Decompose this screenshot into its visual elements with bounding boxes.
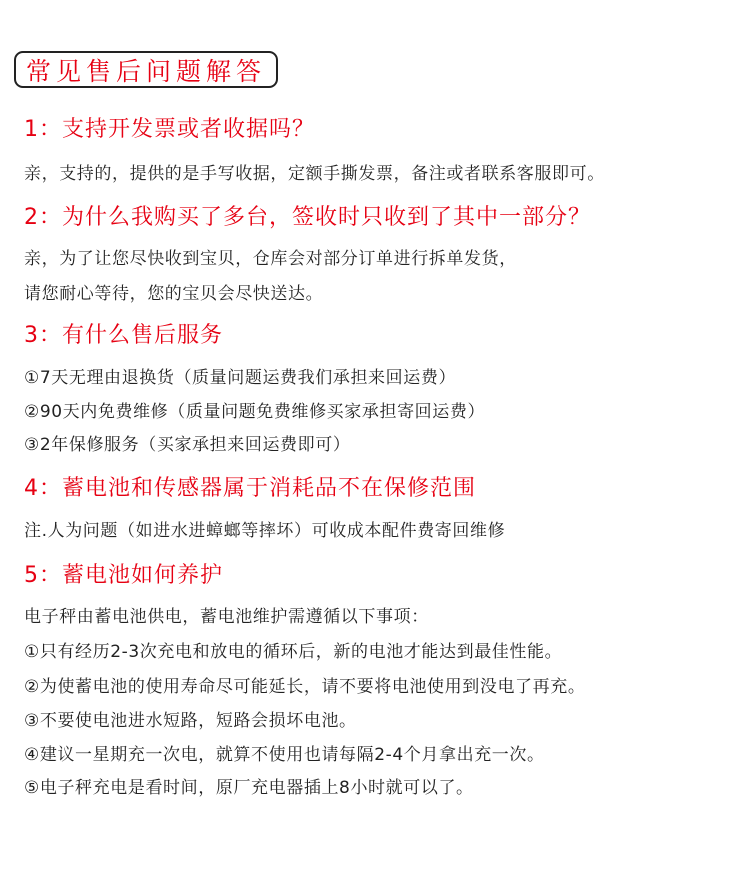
answer-5-line-1: 电子秤由蓄电池供电，蓄电池维护需遵循以下事项： [24,607,429,627]
answer-2-line-2: 请您耐心等待，您的宝贝会尽快送达。 [24,284,324,304]
answer-5-line-6: ⑤电子秤充电是看时间，原厂充电器插上8小时就可以了。 [24,778,474,798]
answer-3-line-3: ③2年保修服务（买家承担来回运费即可） [24,435,351,455]
question-2: 2：为什么我购买了多台，签收时只收到了其中一部分？ [24,205,591,230]
page-title: 常见售后问题解答 [14,51,278,88]
question-3: 3：有什么售后服务 [24,323,223,348]
answer-1-line-1: 亲，支持的，提供的是手写收据，定额手撕发票，备注或者联系客服即可。 [24,164,605,184]
answer-5-line-4: ③不要使电池进水短路，短路会损坏电池。 [24,711,357,731]
question-5: 5：蓄电池如何养护 [24,563,223,588]
answer-4-line-1: 注.人为问题（如进水进蟑螂等摔坏）可收成本配件费寄回维修 [24,521,506,541]
answer-3-line-2: ②90天内免费维修（质量问题免费维修买家承担寄回运费） [24,402,486,422]
answer-3-line-1: ①7天无理由退换货（质量问题运费我们承担来回运费） [24,368,457,388]
answer-5-line-5: ④建议一星期充一次电，就算不使用也请每隔2-4个月拿出充一次。 [24,745,545,765]
answer-2-line-1: 亲，为了让您尽快收到宝贝，仓库会对部分订单进行拆单发货， [24,249,517,269]
answer-5-line-3: ②为使蓄电池的使用寿命尽可能延长，请不要将电池使用到没电了再充。 [24,677,586,697]
answer-5-line-2: ①只有经历2-3次充电和放电的循环后，新的电池才能达到最佳性能。 [24,642,563,662]
question-1: 1：支持开发票或者收据吗？ [24,117,315,142]
question-4: 4：蓄电池和传感器属于消耗品不在保修范围 [24,476,476,501]
